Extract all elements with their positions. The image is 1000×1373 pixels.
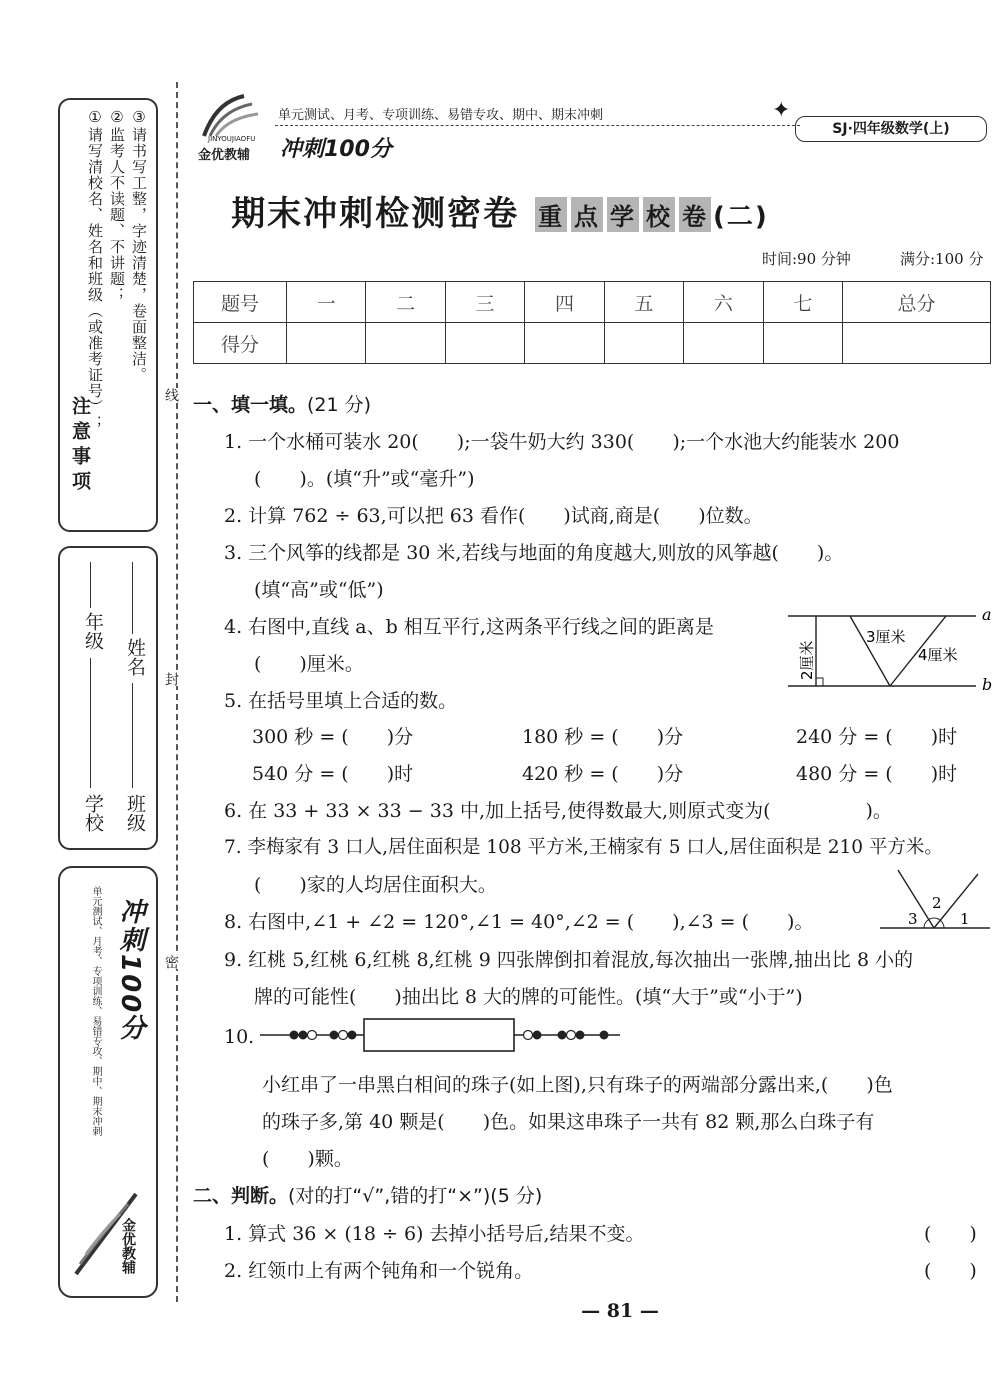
q5-item: 540 分 = ( )时 — [252, 763, 414, 785]
q5-item: 180 秒 = ( )分 — [522, 726, 684, 748]
header-logo-text: 金优教辅 — [198, 148, 251, 163]
q5-item: 300 秒 = ( )分 — [252, 726, 414, 748]
binding-dashed-line — [176, 82, 178, 1302]
title-tag-char: 卷 — [679, 197, 711, 232]
notice-item-2: ②监考人不读题、不讲题； — [108, 108, 126, 303]
table-cell: 五 — [604, 282, 683, 323]
title-suffix: (二) — [713, 202, 769, 232]
question-10-line-3: ( )颗。 — [262, 1148, 353, 1170]
judge-item-1: 1. 算式 36 × (18 ÷ 6) 去掉小括号后,结果不变。 — [224, 1223, 645, 1245]
title-tag-char: 点 — [571, 197, 603, 232]
table-cell: 题号 — [194, 282, 287, 323]
header-logo-sub: JINYOUJIAOFU — [208, 135, 256, 143]
score-input-cell[interactable] — [842, 323, 990, 364]
class-field-label: 班级 — [124, 794, 146, 832]
score-input-cell[interactable] — [763, 323, 842, 364]
table-cell: 得分 — [194, 323, 287, 364]
question-9-line-2: 牌的可能性( )抽出比 8 大的牌的可能性。(填“大于”或“小于”) — [254, 986, 803, 1008]
q5-item: 420 秒 = ( )分 — [522, 763, 684, 785]
cut-mark-line: 线 — [163, 388, 179, 402]
question-7-line-1: 7. 李梅家有 3 口人,居住面积是 108 平方米,王楠家有 5 口人,居住面积是 210 平方米。 — [224, 837, 943, 858]
question-3-line-2: (填“高”或“低”) — [254, 579, 384, 601]
name-field-top-line[interactable] — [132, 562, 133, 634]
table-cell: 一 — [287, 282, 366, 323]
question-5: 5. 在括号里填上合适的数。 — [224, 690, 458, 712]
angle-label: 2 — [932, 894, 942, 912]
name-field-label: 姓名 — [124, 638, 146, 676]
header-brand-title: 冲刺100分 — [280, 137, 392, 162]
question-4-line-1: 4. 右图中,直线 a、b 相互平行,这两条平行线之间的距离是 — [224, 616, 714, 638]
brand-side-box — [58, 866, 158, 1298]
section-points: (对的打“√”,错的打“×”)(5 分) — [288, 1185, 543, 1207]
judge-answer-blank[interactable]: ( ) — [924, 1223, 977, 1245]
question-10-number: 10. — [224, 1026, 255, 1048]
section-heading: 一、填一填。 — [193, 394, 308, 416]
brand-side-logo-text: 金优教辅 — [120, 1218, 136, 1274]
cut-mark-seal: 封 — [163, 672, 179, 686]
score-input-cell[interactable] — [684, 323, 763, 364]
score-input-cell[interactable] — [604, 323, 683, 364]
section-points: (21 分) — [307, 394, 372, 416]
brand-side-title: 冲刺100分 — [115, 898, 145, 1043]
section-heading: 二、判断。 — [193, 1185, 289, 1207]
label-3cm: 3厘米 — [866, 628, 906, 646]
question-6: 6. 在 33 + 33 × 33 − 33 中,加上括号,使得数最大,则原式变为( )。 — [224, 800, 892, 822]
full-score: 满分:100 分 — [900, 250, 984, 268]
table-cell: 四 — [525, 282, 604, 323]
question-10-line-1: 小红串了一串黑白相间的珠子(如上图),只有珠子的两端部分露出来,( )色 — [262, 1074, 893, 1096]
grade-field-label: 年级 — [82, 612, 104, 650]
table-row — [194, 323, 991, 364]
score-input-cell[interactable] — [287, 323, 366, 364]
school-field-line[interactable] — [90, 658, 91, 788]
notice-item-3: ③请书写工整，字迹清楚，卷面整洁。 — [130, 108, 148, 383]
section-1-title — [193, 390, 371, 417]
question-8: 8. 右图中,∠1 + ∠2 = 120°,∠1 = 40°,∠2 = ( ),∠3 = ( )。 — [224, 911, 814, 933]
parallel-lines-figure — [780, 602, 995, 694]
label-a: a — [982, 605, 992, 624]
question-4-line-2: ( )厘米。 — [254, 653, 364, 675]
school-field-label: 学校 — [82, 794, 104, 832]
question-10-line-2: 的珠子多,第 40 颗是( )色。如果这串珠子一共有 82 颗,那么白珠子有 — [262, 1111, 875, 1133]
brand-side-strip: 单元测试、月考、专项训练、易错专攻、期中、期末冲刺 — [90, 886, 101, 1136]
title-main: 期末冲刺检测密卷 — [231, 194, 520, 234]
class-field-line[interactable] — [132, 683, 133, 788]
q5-item: 480 分 = ( )时 — [796, 763, 958, 785]
bead-string-figure — [258, 1016, 623, 1056]
title-tag-char: 校 — [643, 197, 675, 232]
table-cell: 六 — [684, 282, 763, 323]
page-number: — 81 — — [581, 1300, 659, 1322]
cut-mark-secret: 密 — [163, 955, 179, 969]
table-cell: 七 — [763, 282, 842, 323]
header-divider — [275, 125, 800, 126]
score-input-cell[interactable] — [366, 323, 445, 364]
title-tag-char: 重 — [535, 197, 567, 232]
grade-badge: SJ·四年级数学(上) — [795, 116, 987, 142]
table-row — [194, 282, 991, 323]
table-cell: 三 — [445, 282, 524, 323]
table-cell: 二 — [366, 282, 445, 323]
question-1-line-2: ( )。(填“升”或“毫升”) — [254, 468, 475, 490]
question-1-line-1: 1. 一个水桶可装水 20( );一袋牛奶大约 330( );一个水池大约能装水 200 — [224, 431, 900, 453]
judge-answer-blank[interactable]: ( ) — [924, 1260, 977, 1282]
student-info-box — [58, 546, 158, 850]
notice-heading: 注意事项 — [69, 396, 91, 496]
table-cell: 总分 — [842, 282, 990, 323]
angle-figure — [878, 866, 993, 932]
question-7-line-2: ( )家的人均居住面积大。 — [254, 874, 497, 896]
grade-field-top-line[interactable] — [90, 562, 91, 608]
header-series: 单元测试、月考、专项训练、易错专攻、期中、期末冲刺 — [278, 108, 604, 123]
angle-label: 3 — [908, 910, 918, 928]
score-table — [193, 281, 991, 364]
question-3-line-1: 3. 三个风筝的线都是 30 米,若线与地面的角度越大,则放的风筝越( )。 — [224, 542, 844, 564]
section-2-title — [193, 1181, 542, 1208]
score-input-cell[interactable] — [445, 323, 524, 364]
score-input-cell[interactable] — [525, 323, 604, 364]
judge-item-2: 2. 红领巾上有两个钝角和一个锐角。 — [224, 1260, 534, 1282]
notice-item-1: ①请写清校名、姓名和班级（或准考证号）； — [86, 108, 104, 431]
question-9-line-1: 9. 红桃 5,红桃 6,红桃 8,红桃 9 四张牌倒扣着混放,每次抽出一张牌,抽出比 8 小的 — [224, 949, 914, 971]
notice-box — [58, 98, 158, 532]
q5-item: 240 分 = ( )时 — [796, 726, 958, 748]
time-limit: 时间:90 分钟 — [762, 250, 851, 268]
angle-label: 1 — [960, 910, 970, 928]
page-title — [0, 186, 1000, 235]
question-2: 2. 计算 762 ÷ 63,可以把 63 看作( )试商,商是( )位数。 — [224, 505, 763, 527]
sparkle-icon: ✦ — [772, 98, 791, 123]
label-b: b — [982, 675, 993, 694]
label-2cm: 2厘米 — [798, 640, 816, 680]
title-tag-char: 学 — [607, 197, 639, 232]
label-4cm: 4厘米 — [918, 646, 958, 664]
